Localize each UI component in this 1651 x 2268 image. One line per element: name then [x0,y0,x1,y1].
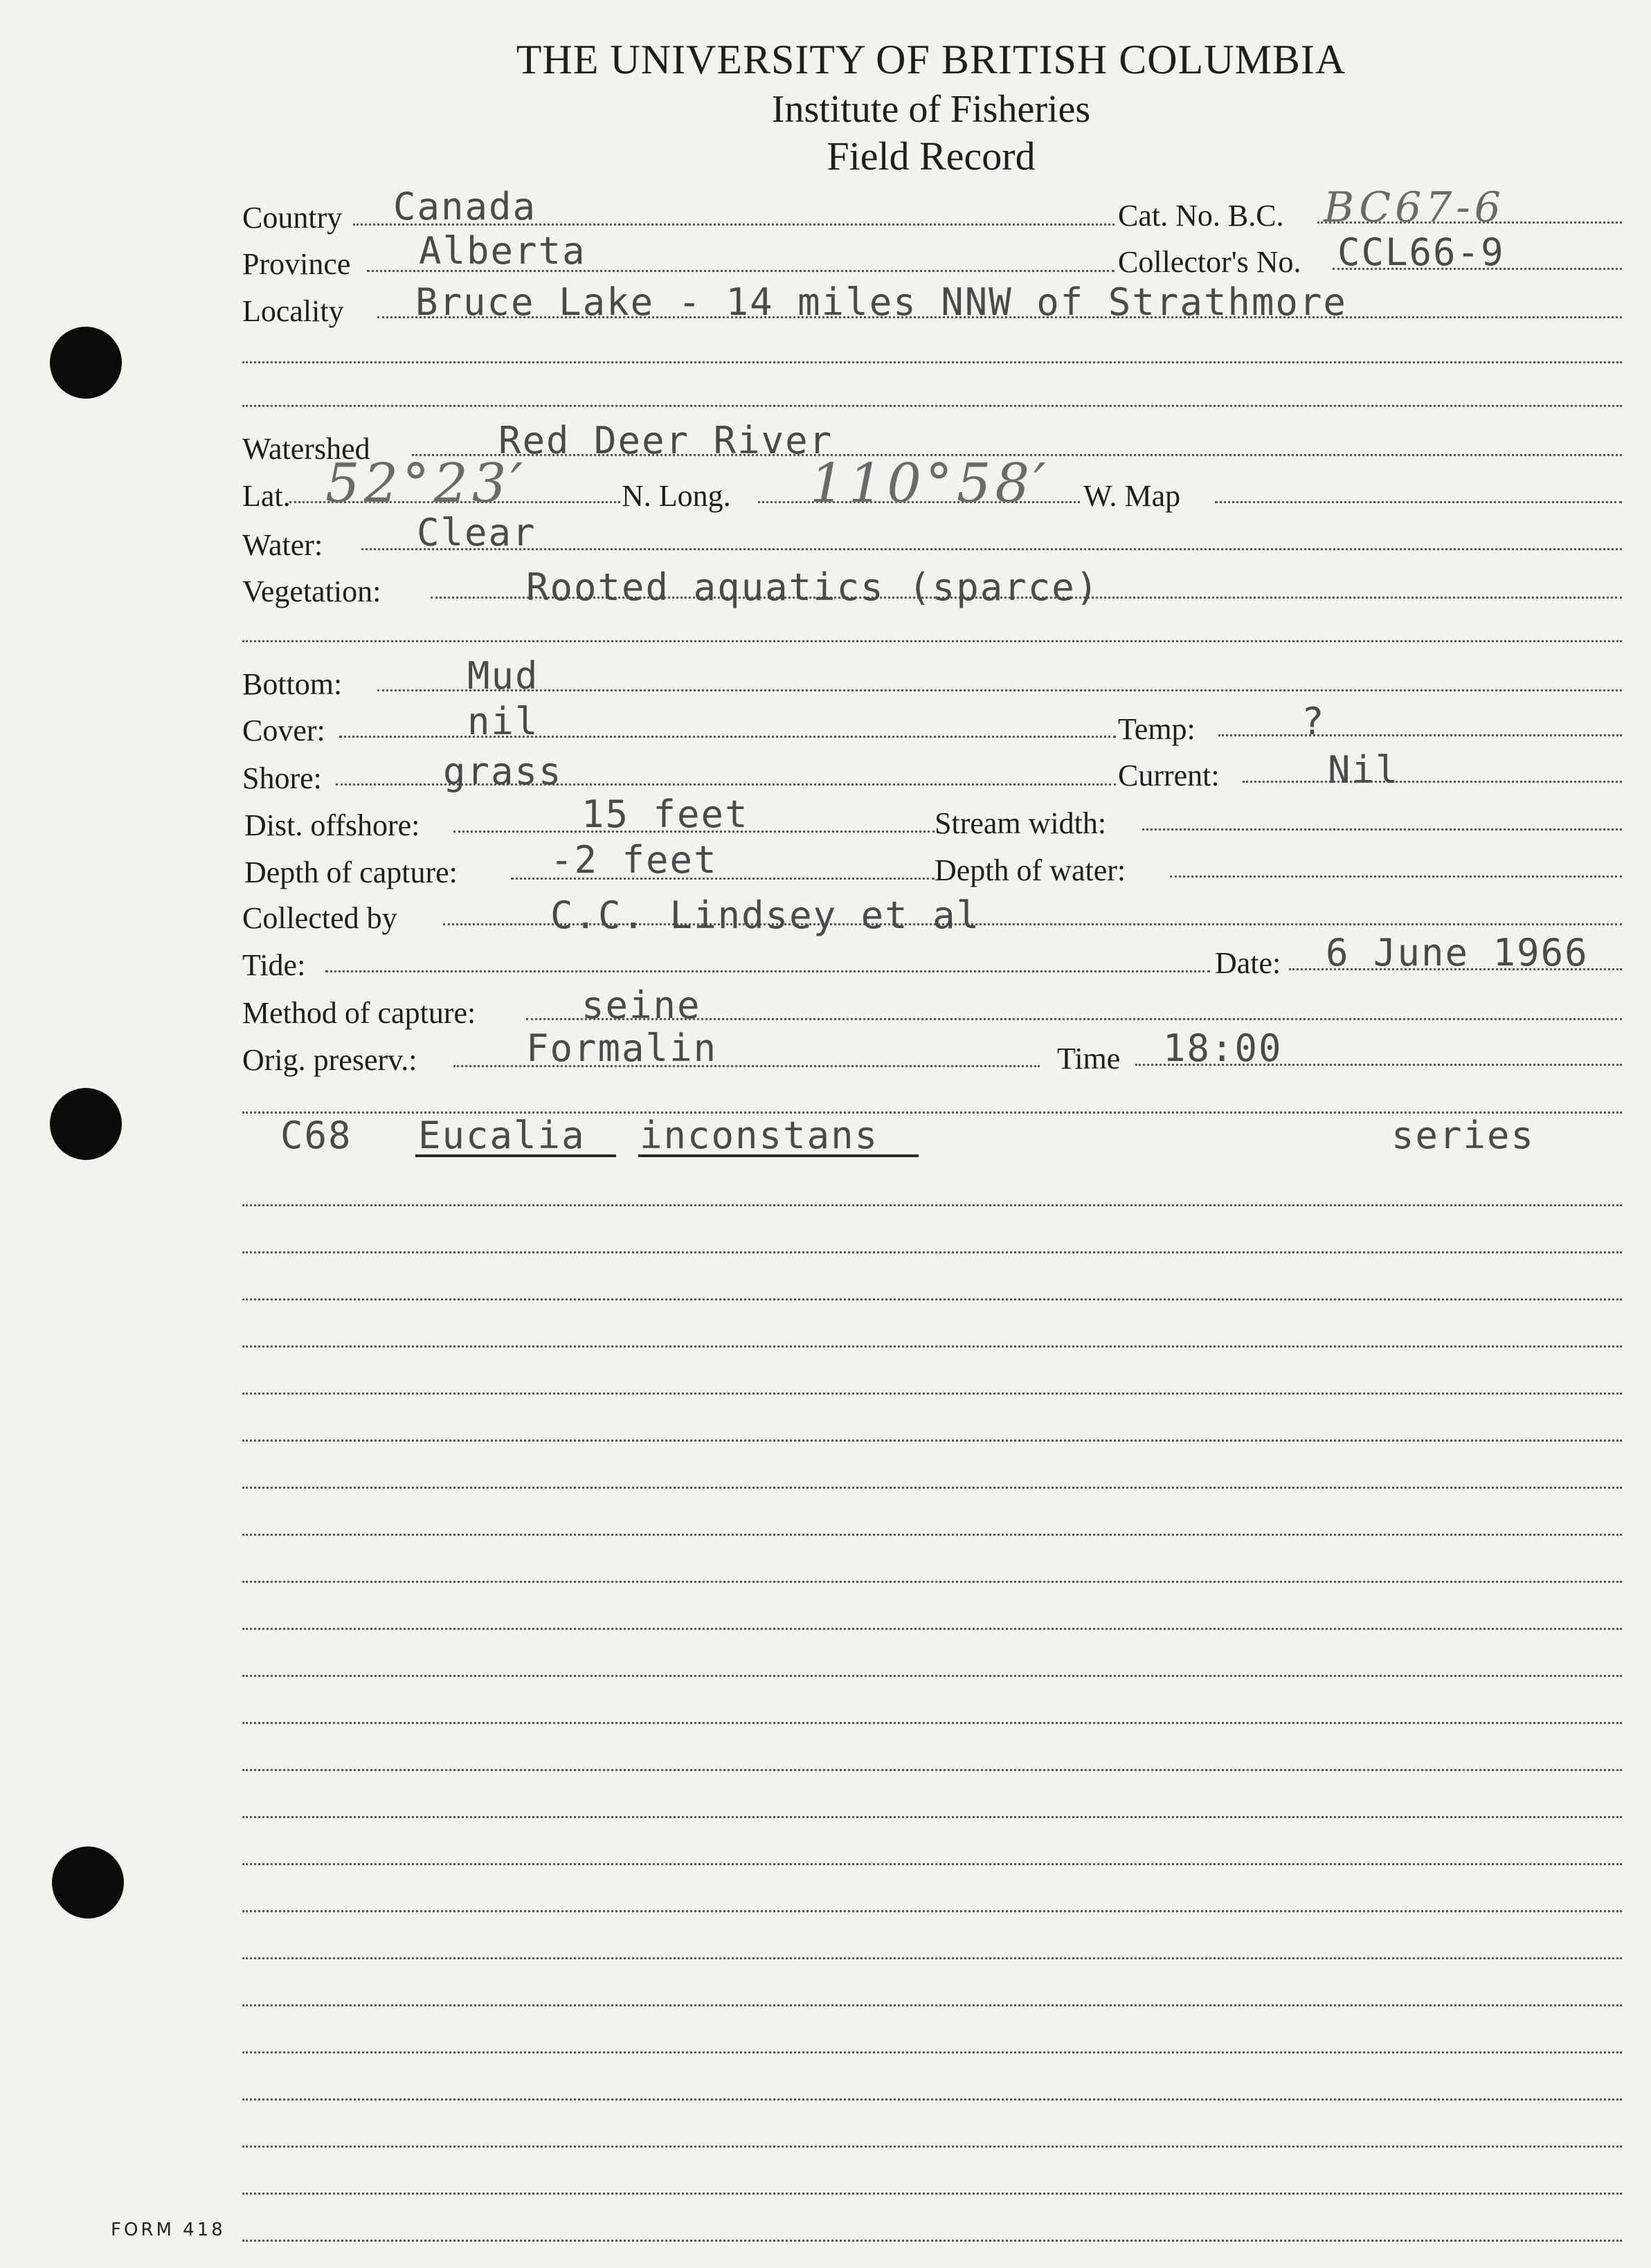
ruled-line [242,1957,1622,1959]
genus-underline [415,1154,616,1157]
department-heading: Institute of Fisheries [771,88,1091,131]
collected-by-value: C.C. Lindsey et al [550,893,981,937]
time-value: 18:00 [1163,1026,1283,1070]
depth-of-water-line [1170,876,1622,878]
temp-line [1218,734,1622,736]
shore-value: grass [443,750,563,793]
collector-no-value: CCL66-9 [1337,230,1505,274]
watershed-label: Watershed [242,432,370,466]
collected-by-label: Collected by [242,901,397,935]
vegetation-value: Rooted aquatics (sparce) [526,565,1100,609]
ruled-line [242,1345,1622,1348]
ruled-line [242,2051,1622,2053]
method-of-capture-label: Method of capture: [242,996,476,1030]
cover-label: Cover: [242,714,325,747]
species-name: inconstans [640,1114,879,1157]
bottom-label: Bottom: [242,667,343,701]
ruled-line [242,1251,1622,1253]
method-of-capture-value: seine [581,983,701,1027]
ruled-line [242,1722,1622,1724]
lat-label: Lat. [242,479,291,513]
map-line [1215,501,1622,503]
vegetation-line-2 [242,640,1622,642]
form-title: Field Record [827,134,1036,179]
current-value: Nil [1328,748,1400,792]
ruled-line [242,2240,1622,2242]
form-number: FORM 418 [111,2220,226,2240]
n-long-label: N. Long. [622,479,731,513]
institution-heading: THE UNIVERSITY OF BRITISH COLUMBIA [516,37,1346,82]
lat-value: 52°23′ [325,453,527,515]
species-underline [638,1154,919,1157]
depth-of-capture-label: Depth of capture: [244,855,458,889]
species-genus: Eucalia [418,1114,586,1157]
ruled-line [242,1487,1622,1489]
ruled-line [242,1204,1622,1206]
dist-offshore-value: 15 feet [581,792,749,836]
watershed-value: Red Deer River [498,419,833,462]
tide-label: Tide: [242,948,306,982]
time-label: Time [1057,1042,1121,1076]
cover-value: nil [467,700,539,743]
ruled-line [242,1534,1622,1536]
long-value: 110°58′ [810,453,1050,515]
bottom-line [377,689,1622,691]
water-label: Water: [242,528,323,562]
species-note: series [1391,1114,1535,1157]
water-line [361,548,1622,550]
locality-label: Locality [242,294,344,328]
ruled-line [242,2145,1622,2148]
binder-hole-top [50,327,122,399]
dist-offshore-label: Dist. offshore: [244,808,420,842]
collector-no-label: Collector's No. [1118,245,1301,279]
cat-no-value: BC67-6 [1324,183,1505,232]
locality-line-2 [242,361,1622,363]
ruled-line [242,1863,1622,1865]
vegetation-label: Vegetation: [242,574,381,608]
shore-label: Shore: [242,761,322,795]
cat-no-label: Cat. No. B.C. [1118,199,1284,233]
ruled-line [242,1675,1622,1677]
province-value: Alberta [419,229,586,273]
ruled-line [242,1581,1622,1583]
ruled-line [242,2098,1622,2101]
ruled-line [242,1769,1622,1771]
current-line [1243,781,1622,783]
province-label: Province [242,247,351,281]
stream-width-label: Stream width: [935,806,1107,840]
depth-of-water-label: Depth of water: [935,853,1126,887]
tide-line [325,970,1210,972]
country-value: Canada [393,185,537,228]
stream-width-line [1142,828,1622,831]
locality-value: Bruce Lake - 14 miles NNW of Strathmore [415,280,1347,324]
ruled-line [242,2004,1622,2006]
date-label: Date: [1215,946,1281,980]
species-code: C68 [280,1114,352,1157]
date-value: 6 June 1966 [1326,931,1589,974]
temp-value: ? [1301,700,1326,743]
water-value: Clear [417,511,536,554]
ruled-line [242,1392,1622,1395]
ruled-line [242,1910,1622,1912]
orig-preserv-label: Orig. preserv.: [242,1043,417,1077]
blank-line [242,405,1622,407]
temp-label: Temp: [1118,712,1196,746]
ruled-line [242,1628,1622,1630]
current-label: Current: [1118,759,1220,792]
binder-hole-middle [50,1088,122,1160]
ruled-line [242,1440,1622,1442]
country-label: Country [242,201,343,235]
binder-hole-bottom [52,1847,124,1918]
orig-preserv-value: Formalin [526,1026,718,1070]
ruled-line [242,2193,1622,2195]
cover-line [339,736,1116,738]
w-map-label: W. Map [1083,479,1181,513]
bottom-value: Mud [467,654,539,698]
depth-of-capture-value: -2 feet [550,838,718,882]
ruled-line [242,1298,1622,1300]
ruled-line [242,1816,1622,1818]
